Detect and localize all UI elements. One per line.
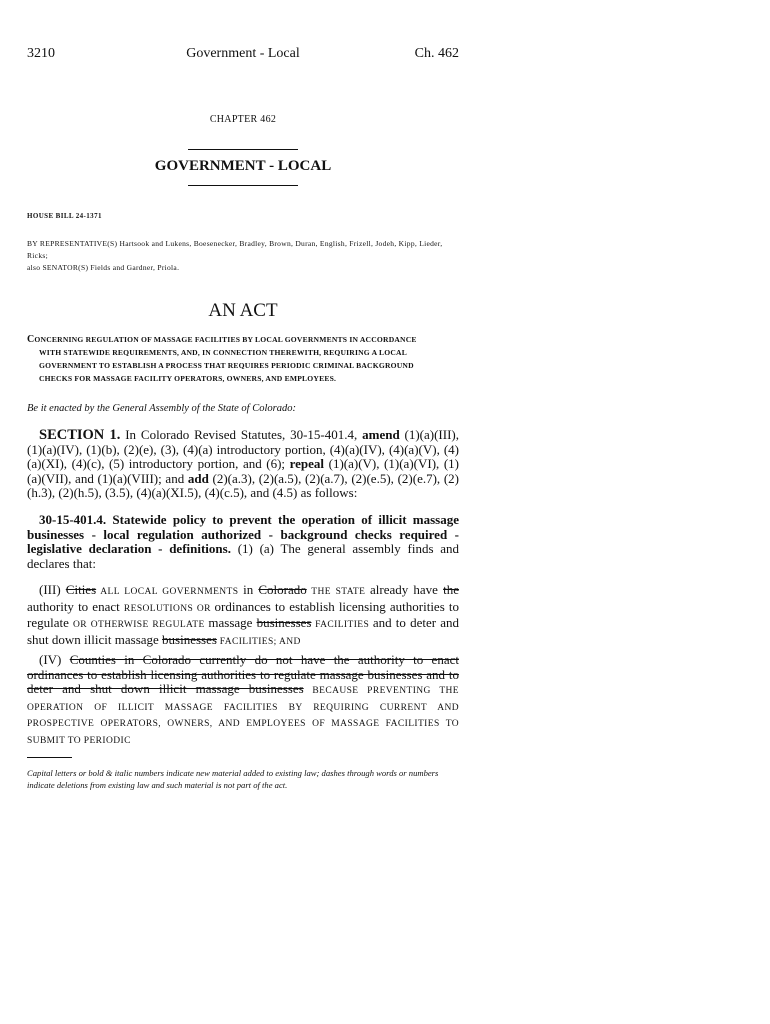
text: already have <box>370 582 444 597</box>
sponsors-line: Ricks; <box>27 251 48 260</box>
text: authority to enact <box>27 598 124 614</box>
section-1-paragraph <box>27 428 459 501</box>
deleted-text: the <box>443 582 459 597</box>
text: and to deter and shut down illicit massage <box>27 615 459 647</box>
concerning-clause <box>27 333 459 385</box>
concerning-initial: C <box>27 334 35 345</box>
footnote: Capital letters or bold & italic numbers indicate new material added to existing law; dashes through words or numbers indicate deletions from existing law and such material is not part of the act. <box>27 768 439 790</box>
section-text: In Colorado Revised Statutes, 30-15-401.4, <box>120 427 363 442</box>
footnote-rule <box>27 757 72 758</box>
chapter-reference: Ch. 462 <box>414 46 459 61</box>
concerning-line: ONCERNING REGULATION OF MASSAGE FACILITIES BY LOCAL GOVERNMENTS IN ACCORDANCE <box>34 335 417 344</box>
inserted-text: FACILITIES <box>311 620 373 631</box>
act-title: AN ACT <box>208 300 278 321</box>
section-text: (1)(a)(V), (1)(a)(VI), (1)(a)(VII), and (1)(a)(VIII); and <box>27 456 459 486</box>
deleted-text: Cities <box>65 582 97 597</box>
statute-heading: 30-15-401.4. Statewide policy to prevent the operation of illicit massage businesses - local regulation authorized - background checks required - legislative declaration - definitions. <box>27 512 459 557</box>
sponsors-line: BY REPRESENTATIVE(S) Hartsook and Lukens, Boesenecker, Bradley, Brown, Duran, English, Frizell, Jodeh, Kipp, Lieder, <box>27 239 443 248</box>
page-number: 3210 <box>27 46 55 61</box>
paragraph-iv <box>27 653 459 749</box>
sponsors-line: also SENATOR(S) Fields and Gardner, Priola. <box>27 263 180 272</box>
title-rule-top <box>188 149 298 150</box>
enacting-clause: Be it enacted by the General Assembly of the State of Colorado: <box>27 403 296 414</box>
text: (IV) <box>39 652 70 667</box>
text: in <box>243 582 259 597</box>
section-text: (2)(a.3), (2)(a.5), (2)(a.7), (2)(e.5), (2)(e.7), (2)(h.3), (2)(h.5), (3.5), (4)(a)(XI.5), (4)(c.5), and (4.5) as follows: <box>27 470 460 501</box>
paragraph-iii <box>27 583 459 649</box>
inserted-text: THE STATE <box>306 587 371 597</box>
inserted-text: FACILITIES; AND <box>216 636 301 647</box>
chapter-label: CHAPTER 462 <box>209 114 277 125</box>
concerning-line: WITH STATEWIDE REQUIREMENTS, AND, IN CONNECTION THEREWITH, REQUIRING A LOCAL <box>39 348 407 357</box>
statute-paragraph <box>27 513 459 571</box>
bill-number: HOUSE BILL 24-1371 <box>27 212 102 220</box>
running-title: Government - Local <box>186 46 300 61</box>
text: massage <box>208 615 257 631</box>
statute-text: (1) (a) The general assembly finds and declares that: <box>27 541 459 571</box>
repeal-keyword: repeal <box>289 456 325 472</box>
concerning-line: GOVERNMENT TO ESTABLISH A PROCESS THAT REQUIRES PERIODIC CRIMINAL BACKGROUND <box>39 361 414 370</box>
title-rule-bottom <box>188 185 298 186</box>
deleted-text: businesses <box>162 631 217 647</box>
sponsors <box>27 238 459 274</box>
deleted-text: businesses <box>256 615 312 631</box>
amend-keyword: amend <box>362 427 400 442</box>
text: ordinances to establish licensing authorities to regulate <box>27 598 460 631</box>
inserted-text: RESOLUTIONS OR <box>123 603 215 614</box>
text: (III) <box>39 582 66 597</box>
concerning-line: CHECKS FOR MASSAGE FACILITY OPERATORS, OWNERS, AND EMPLOYEES. <box>39 374 337 383</box>
add-keyword: add <box>187 470 209 486</box>
subject-title: GOVERNMENT - LOCAL <box>154 158 332 174</box>
section-label: SECTION 1. <box>39 427 121 443</box>
inserted-text: ALL LOCAL GOVERNMENTS <box>96 587 244 597</box>
inserted-text: BECAUSE PREVENTING THE OPERATION OF ILLICIT MASSAGE FACILITIES BY REQUIRING CURRENT AND PROSPECTIVE OPERATORS, OWNERS, AND EMPLOYEES OF MASSAGE FACILITIES TO SUBMIT TO PERIODIC <box>27 686 459 746</box>
deleted-text: Counties in Colorado currently do not have the authority to enact ordinances to establish licensing authorities to regulate massage businesses and to deter and shut down illicit massage businesses <box>27 652 459 697</box>
deleted-text: Colorado <box>258 582 307 597</box>
section-text: (1)(a)(III), (1)(a)(IV), (1)(b), (2)(e), (3), (4)(a) introductory portion, (4)(a)(IV), (4)(a)(V), (4)(a)(XI), (4)(c), (5) introductory portion, and (6); <box>27 427 459 472</box>
inserted-text: OR OTHERWISE REGULATE <box>73 620 209 631</box>
